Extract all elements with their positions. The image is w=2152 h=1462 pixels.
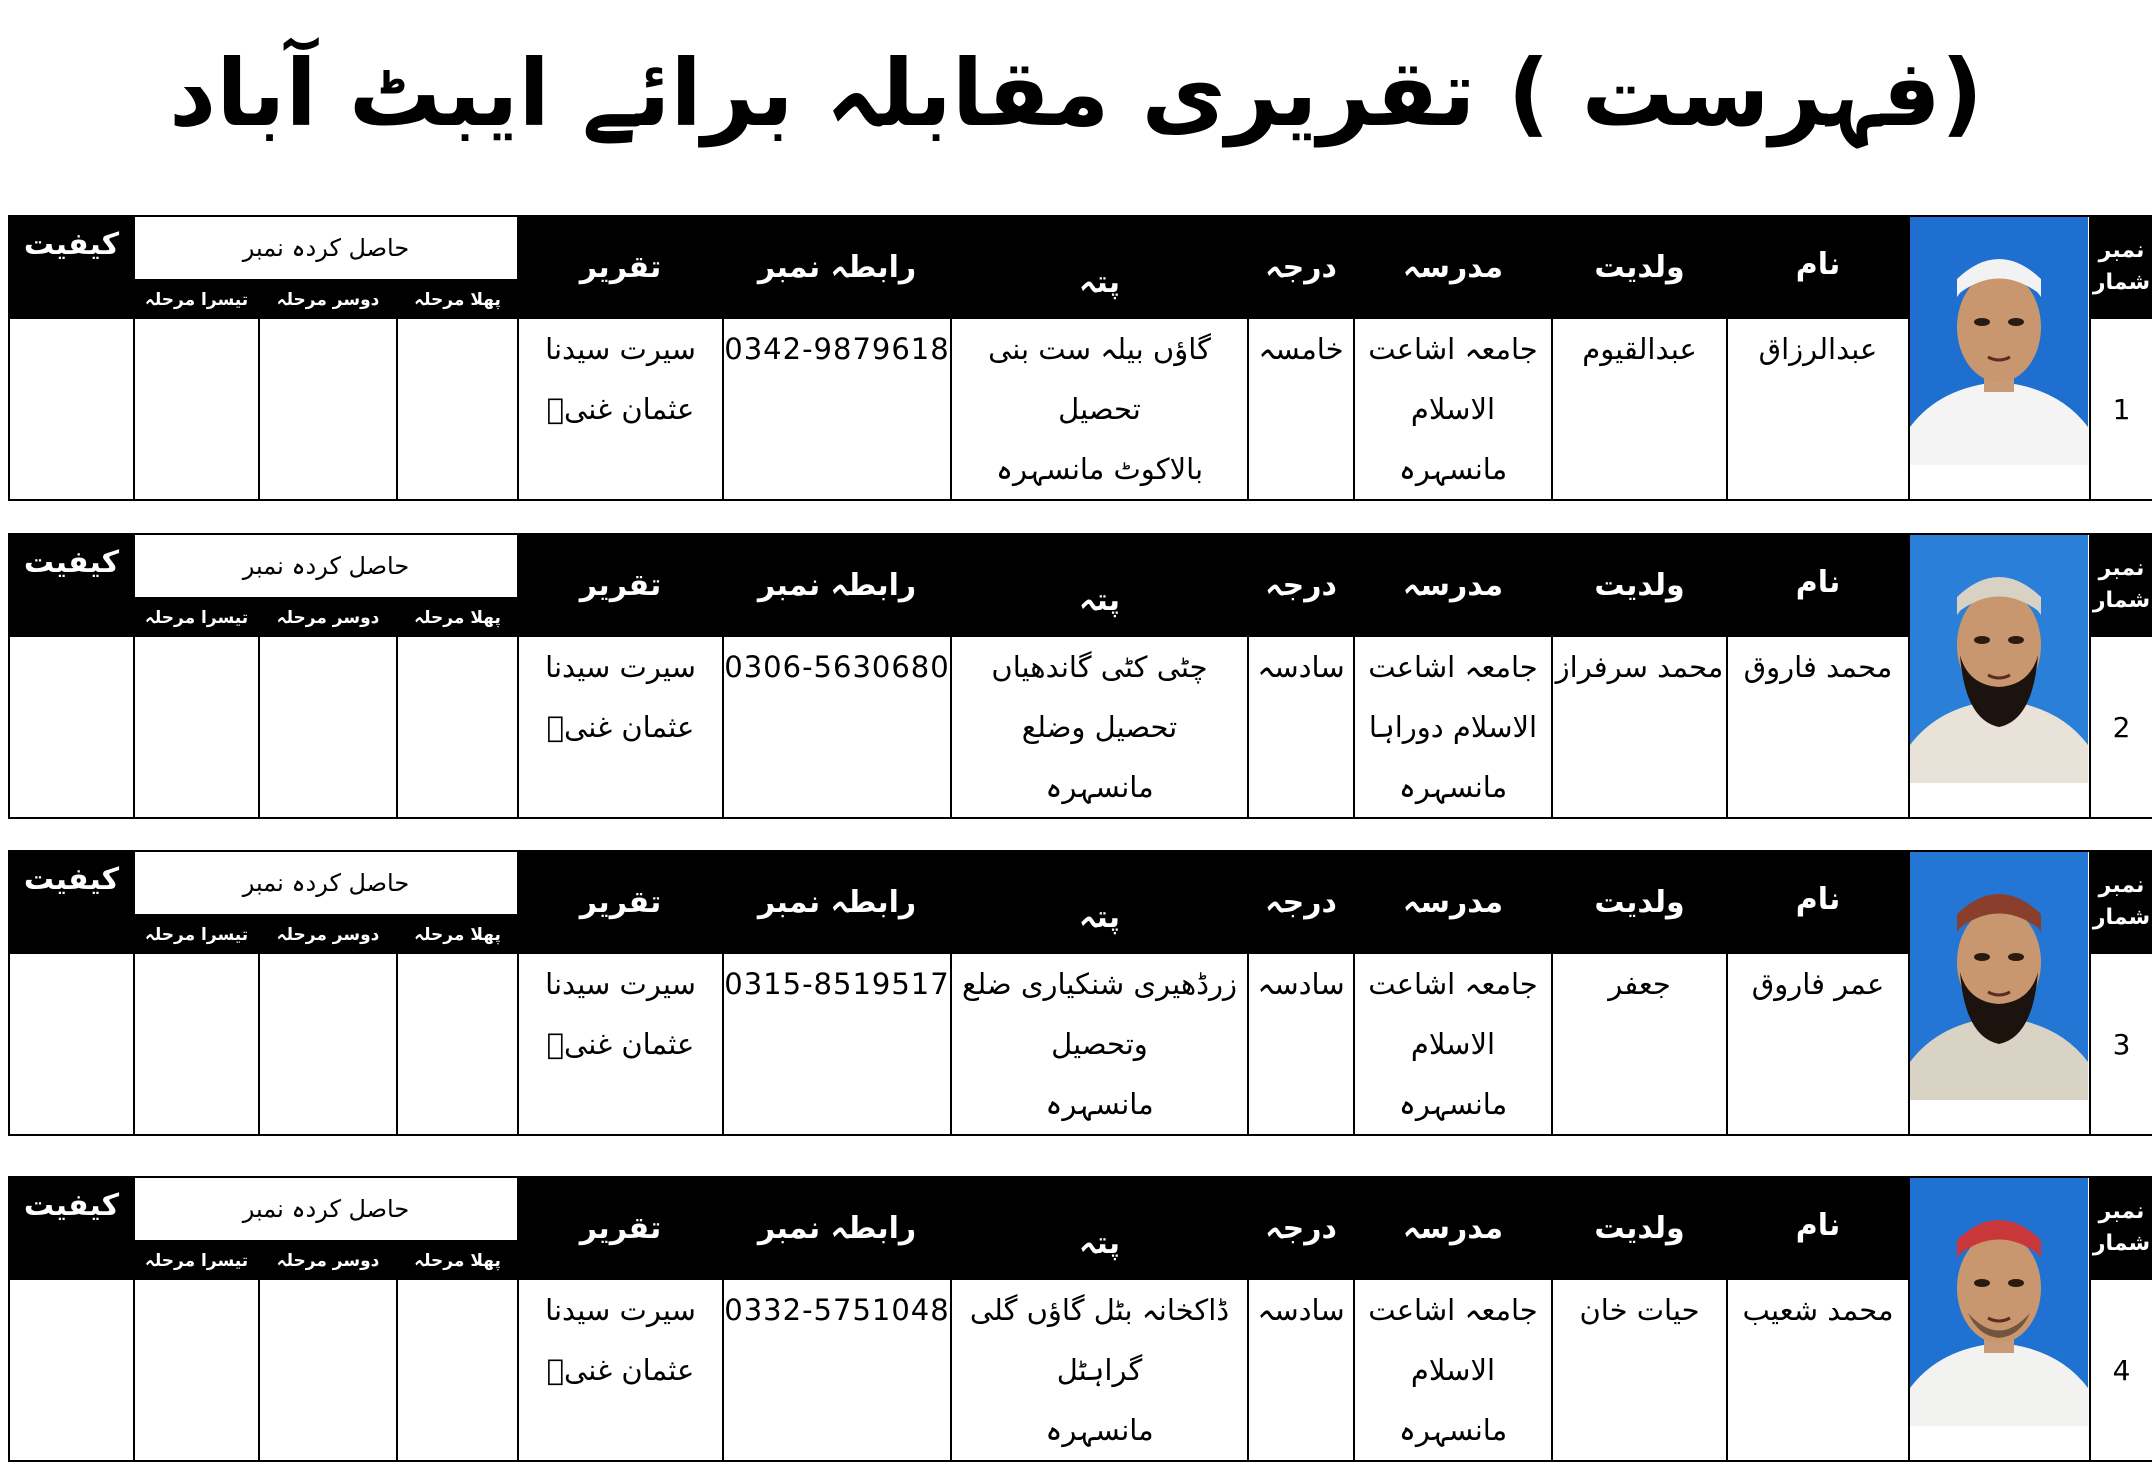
madrasa-cell — [1354, 953, 1552, 1135]
header-marks: حاصل کردہ نمبر — [134, 851, 518, 915]
remarks-cell — [9, 953, 134, 1135]
header-stage3: تیسرا مرحلہ — [134, 1241, 259, 1279]
entry-address-l2: بالاکوٹ مانسہرہ — [995, 452, 1204, 486]
stage3-cell — [134, 953, 259, 1135]
student-photo — [1910, 852, 2088, 1100]
address-cell — [951, 318, 1248, 500]
header-grade: درجہ — [1248, 851, 1354, 953]
entry-madrasa-l2: الاسلام مانسہرہ — [1398, 1353, 1508, 1447]
header-serial: نمبر شمار — [2090, 534, 2152, 636]
stage1-cell — [397, 953, 518, 1135]
serial-cell — [2090, 636, 2152, 818]
speech-cell — [518, 953, 723, 1135]
serial-cell — [2090, 953, 2152, 1135]
header-remarks: کیفیت — [9, 1177, 134, 1279]
speech-cell — [518, 636, 723, 818]
header-stage1: پھلا مرحلہ — [397, 598, 518, 636]
header-stage1: پھلا مرحلہ — [397, 915, 518, 953]
father-cell — [1552, 953, 1727, 1135]
stage1-cell — [397, 636, 518, 818]
entry-address-l1: زرڈھیری شنکیاری ضلع وتحصیل — [961, 967, 1238, 1061]
entry-name: عمر فاروق — [1751, 967, 1885, 1001]
header-name: نام — [1727, 534, 1909, 636]
header-serial: نمبر شمار — [2090, 1177, 2152, 1279]
header-father: ولدیت — [1552, 1177, 1727, 1279]
entry-father: محمد سرفراز — [1555, 650, 1724, 684]
entry-name: عبدالرزاق — [1758, 332, 1878, 366]
entry-speech: سیرت سیدنا عثمان غنیؓ — [545, 650, 696, 744]
header-remarks: کیفیت — [9, 534, 134, 636]
father-cell — [1552, 318, 1727, 500]
entry-grade: خامسہ — [1258, 332, 1344, 366]
header-stage3: تیسرا مرحلہ — [134, 915, 259, 953]
contact-cell — [723, 953, 951, 1135]
entry-address-l2: مانسہرہ — [1045, 1087, 1154, 1121]
header-serial: نمبر شمار — [2090, 851, 2152, 953]
address-cell — [951, 953, 1248, 1135]
student-entry — [8, 850, 2152, 1121]
father-cell — [1552, 636, 1727, 818]
header-speech: تقریر — [518, 1177, 723, 1279]
remarks-cell — [9, 636, 134, 818]
header-stage1: پھلا مرحلہ — [397, 1241, 518, 1279]
serial-cell — [2090, 318, 2152, 500]
entry-serial: 1 — [2112, 392, 2131, 426]
header-contact: رابطہ نمبر — [723, 534, 951, 636]
entry-father: عبدالقیوم — [1582, 332, 1697, 366]
header-stage3: تیسرا مرحلہ — [134, 598, 259, 636]
stage2-cell — [259, 953, 397, 1135]
entry-grade: سادسہ — [1257, 1293, 1345, 1327]
contact-cell — [723, 636, 951, 818]
student-entry — [8, 1176, 2152, 1447]
portrait-figure — [1910, 852, 2088, 1100]
madrasa-cell — [1354, 318, 1552, 500]
entry-contact: 0342-9879618 — [724, 332, 950, 366]
header-contact: رابطہ نمبر — [723, 851, 951, 953]
student-entry — [8, 215, 2152, 486]
student-photo — [1910, 535, 2088, 783]
student-photo — [1910, 217, 2088, 465]
entry-madrasa-l2: الاسلام مانسہرہ — [1398, 392, 1508, 486]
entry-speech: سیرت سیدنا عثمان غنیؓ — [545, 967, 696, 1061]
header-grade: درجہ — [1248, 216, 1354, 318]
portrait-figure — [1910, 535, 2088, 783]
page-title: (فہرست ) تقریری مقابلہ برائے ایبٹ آباد — [169, 40, 1983, 147]
header-grade: درجہ — [1248, 1177, 1354, 1279]
entry-grade: سادسہ — [1257, 967, 1345, 1001]
header-contact: رابطہ نمبر — [723, 216, 951, 318]
grade-cell — [1248, 953, 1354, 1135]
header-stage3: تیسرا مرحلہ — [134, 280, 259, 318]
entry-address-l2: مانسہرہ — [1045, 1413, 1154, 1447]
header-stage2: دوسر مرحلہ — [259, 598, 397, 636]
student-photo-cell — [1909, 851, 2090, 1135]
header-father: ولدیت — [1552, 851, 1727, 953]
entry-madrasa-l1: جامعہ اشاعت — [1368, 1293, 1538, 1327]
stage2-cell — [259, 318, 397, 500]
entry-address-l2: مانسہرہ — [1045, 770, 1154, 804]
student-photo-cell — [1909, 1177, 2090, 1461]
header-speech: تقریر — [518, 216, 723, 318]
header-name: نام — [1727, 851, 1909, 953]
entry-father: جعفر — [1608, 967, 1671, 1001]
entry-madrasa-l1: جامعہ اشاعت — [1368, 332, 1538, 366]
header-stage2: دوسر مرحلہ — [259, 280, 397, 318]
stage2-cell — [259, 636, 397, 818]
header-grade: درجہ — [1248, 534, 1354, 636]
entry-address-l1: چٹی کٹی گاندھیاں تحصیل وضلع — [991, 650, 1208, 744]
header-address: پتہ — [951, 1177, 1248, 1279]
header-address: پتہ — [951, 851, 1248, 953]
name-cell — [1727, 318, 1909, 500]
entry-contact: 0332-5751048 — [724, 1293, 950, 1327]
entry-contact: 0315-8519517 — [724, 967, 950, 1001]
entry-address-l1: ڈاکخانہ بٹل گاؤں گلی گراہٹل — [969, 1293, 1230, 1387]
header-address: پتہ — [951, 534, 1248, 636]
stage1-cell — [397, 318, 518, 500]
header-stage1: پھلا مرحلہ — [397, 280, 518, 318]
header-father: ولدیت — [1552, 216, 1727, 318]
header-madrasa: مدرسہ — [1354, 216, 1552, 318]
entry-serial: 4 — [2112, 1353, 2131, 1387]
speech-cell — [518, 318, 723, 500]
entry-name: محمد فاروق — [1743, 650, 1893, 684]
entry-father: حیات خان — [1579, 1293, 1700, 1327]
stage3-cell — [134, 318, 259, 500]
header-address: پتہ — [951, 216, 1248, 318]
header-serial: نمبر شمار — [2090, 216, 2152, 318]
name-cell — [1727, 636, 1909, 818]
header-speech: تقریر — [518, 851, 723, 953]
entry-serial: 2 — [2112, 710, 2131, 744]
grade-cell — [1248, 318, 1354, 500]
grade-cell — [1248, 636, 1354, 818]
header-madrasa: مدرسہ — [1354, 1177, 1552, 1279]
header-speech: تقریر — [518, 534, 723, 636]
student-photo-cell — [1909, 216, 2090, 500]
header-madrasa: مدرسہ — [1354, 534, 1552, 636]
entry-madrasa-l1: جامعہ اشاعت — [1368, 967, 1538, 1001]
entry-madrasa-l1: جامعہ اشاعت — [1368, 650, 1538, 684]
header-stage2: دوسر مرحلہ — [259, 1241, 397, 1279]
entry-grade: سادسہ — [1257, 650, 1345, 684]
header-stage2: دوسر مرحلہ — [259, 915, 397, 953]
header-marks: حاصل کردہ نمبر — [134, 216, 518, 280]
entry-madrasa-l2: الاسلام دوراہا مانسہرہ — [1368, 710, 1538, 804]
header-contact: رابطہ نمبر — [723, 1177, 951, 1279]
portrait-figure — [1910, 217, 2088, 465]
remarks-cell — [9, 318, 134, 500]
student-photo-cell — [1909, 534, 2090, 818]
madrasa-cell — [1354, 636, 1552, 818]
header-father: ولدیت — [1552, 534, 1727, 636]
entry-serial: 3 — [2112, 1027, 2131, 1061]
entry-address-l1: گاؤں بیلہ ست بنی تحصیل — [988, 332, 1211, 426]
entry-contact: 0306-5630680 — [724, 650, 950, 684]
entry-madrasa-l2: الاسلام مانسہرہ — [1398, 1027, 1508, 1121]
header-madrasa: مدرسہ — [1354, 851, 1552, 953]
entry-name: محمد شعیب — [1742, 1293, 1894, 1327]
student-photo — [1910, 1178, 2088, 1426]
stage3-cell — [134, 636, 259, 818]
header-name: نام — [1727, 1177, 1909, 1279]
entry-speech: سیرت سیدنا عثمان غنیؓ — [545, 332, 696, 426]
address-cell — [951, 636, 1248, 818]
header-remarks: کیفیت — [9, 216, 134, 318]
header-name: نام — [1727, 216, 1909, 318]
header-marks: حاصل کردہ نمبر — [134, 1177, 518, 1241]
header-remarks: کیفیت — [9, 851, 134, 953]
contact-cell — [723, 318, 951, 500]
entry-speech: سیرت سیدنا عثمان غنیؓ — [545, 1293, 696, 1387]
portrait-figure — [1910, 1178, 2088, 1426]
header-marks: حاصل کردہ نمبر — [134, 534, 518, 598]
name-cell — [1727, 953, 1909, 1135]
student-entry — [8, 533, 2152, 804]
